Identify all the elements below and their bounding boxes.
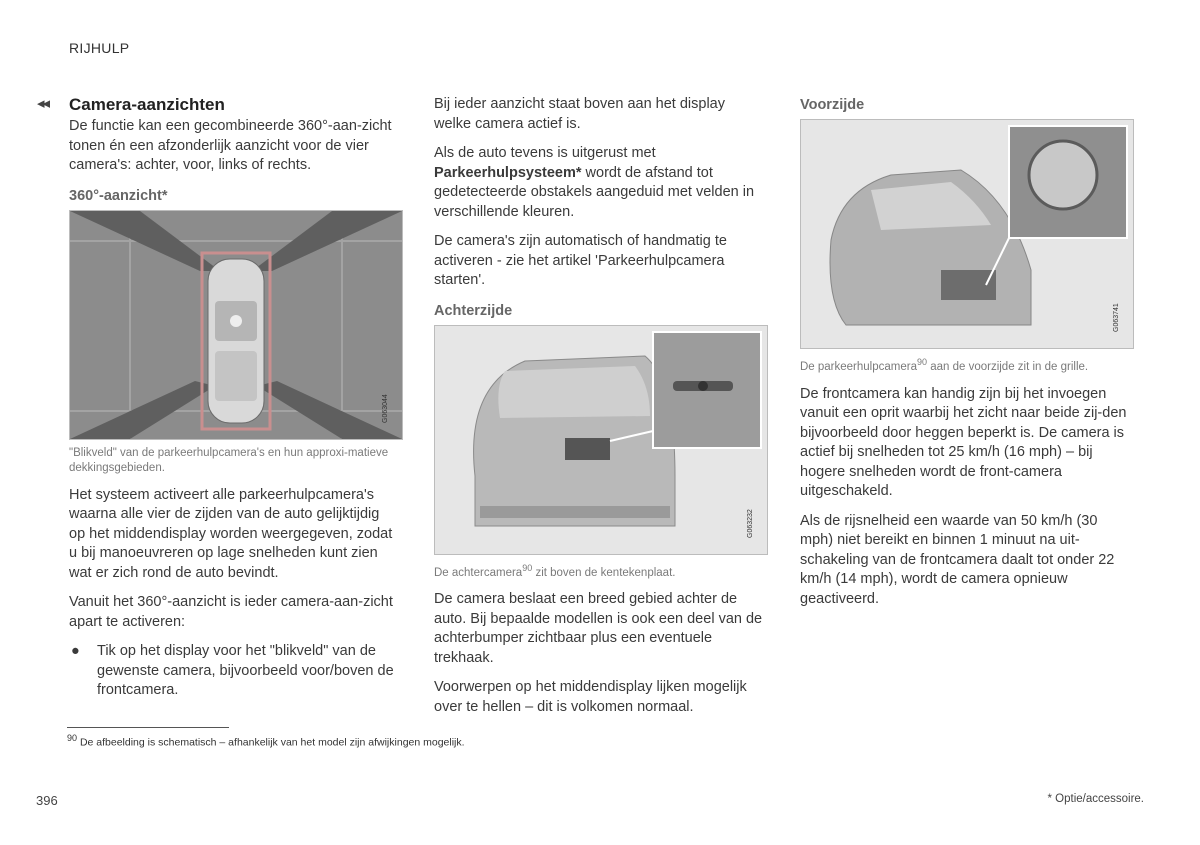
body-paragraph: De camera's zijn automatisch of handmatig te activeren - zie het artikel 'Parkeerhulpcamera starten'. xyxy=(434,233,727,288)
footnote-divider xyxy=(67,727,229,728)
option-note: * Optie/accessoire. xyxy=(1047,793,1144,805)
body-paragraph: Als de rijsnelheid een waarde van 50 km/h (30 mph) niet bereikt en binnen 1 minuut na uit-schakeling van de frontcamera daalt tot onder 22 km/h (14 mph), wordt de camera opnieuw geactiveerd. xyxy=(800,512,1115,607)
body-paragraph xyxy=(434,144,764,222)
caption-text: aan de voorzijde zit in de grille. xyxy=(930,360,1089,373)
footnote xyxy=(67,733,465,749)
subheading-360: 360°-aanzicht* xyxy=(69,187,168,204)
figure-rear-camera xyxy=(434,325,768,555)
figure-code: G063044 xyxy=(382,393,389,423)
subheading-front: Voorzijde xyxy=(800,97,865,113)
column-right xyxy=(800,95,1130,619)
column-middle xyxy=(434,95,764,727)
figure-360-view xyxy=(69,210,403,440)
column-left xyxy=(69,95,399,701)
overhead-car-illustration xyxy=(70,211,402,439)
section-header: RIJHULP xyxy=(69,40,130,56)
page-title: Camera-aanzichten xyxy=(69,95,225,114)
body-paragraph: Bij ieder aanzicht staat boven aan het display welke camera actief is. xyxy=(434,96,725,132)
figure-front-camera xyxy=(800,119,1134,349)
footnote-number: 90 xyxy=(67,733,78,743)
figure-caption-front xyxy=(800,355,1130,375)
subheading-rear: Achterzijde xyxy=(434,302,513,319)
bullet-list xyxy=(69,642,399,701)
figure-caption-360: "Blikveld" van de parkeerhulpcamera's en hun approxi-matieve dekkingsgebieden. xyxy=(69,446,389,474)
list-item-text: Tik op het display voor het "blikveld" van de gewenste camera, bijvoorbeeld voor/boven de frontcamera. xyxy=(97,643,394,698)
body-paragraph: De frontcamera kan handig zijn bij het invoegen vanuit een oprit waarbij het zicht naar beide zij-den bijvoorbeeld door heggen beperkt is. De camera is actief bij snelheden tot 25 km/h (16 mph) – bij hogere snelheden wordt de front-camera uitgeschakeld. xyxy=(800,385,1127,500)
front-car-illustration xyxy=(801,120,1133,348)
caption-text: zit boven de kentekenplaat. xyxy=(535,566,676,579)
footnote-ref: 90 xyxy=(522,562,533,573)
footnote-text: De afbeelding is schematisch – afhankelijk van het model zijn afwijkingen mogelijk. xyxy=(79,736,465,749)
body-paragraph: Vanuit het 360°-aanzicht is ieder camera-aan-zicht apart te activeren: xyxy=(69,594,393,630)
body-paragraph: Het systeem activeert alle parkeerhulpcamera's waarna alle vier de zijden van de auto gelijktijdig op het middendisplay worden weergegeven, zodat u bij manoeuvreren op lage snelheden kunt zien wat er zich rond de auto bevindt. xyxy=(69,486,393,581)
page-number: 396 xyxy=(36,793,58,808)
intro-paragraph: De functie kan een gecombineerde 360°-aan-zicht tonen én een afzonderlijk aanzicht voor de vier camera's: achter, voor, links of rechts. xyxy=(69,118,392,173)
text-run: Als de auto tevens is uitgerust met xyxy=(434,145,656,161)
footnote-ref: 90 xyxy=(916,357,927,367)
caption-text: De parkeerhulpcamera xyxy=(800,360,917,373)
text-run: wordt de afstand tot gedetecteerde obstakels aangeduid met velden in verschillende kleuren. xyxy=(434,164,755,220)
figure-code: G063232 xyxy=(747,508,754,538)
figure-code: G063741 xyxy=(1113,303,1120,332)
figure-caption-rear xyxy=(434,561,764,581)
bullet-marker: ● xyxy=(71,643,80,659)
list-item xyxy=(69,642,399,701)
feature-name: Parkeerhulpsysteem* xyxy=(434,164,582,181)
back-arrows-icon[interactable]: ◂◂ xyxy=(37,95,49,112)
body-paragraph: Voorwerpen op het middendisplay lijken mogelijk over te hellen – dit is volkomen normaal. xyxy=(434,679,747,715)
rear-car-illustration xyxy=(435,326,767,554)
body-paragraph: De camera beslaat een breed gebied achter de auto. Bij bepaalde modellen is ook een deel van de achterbumper zichtbaar plus een eventuele trekhaak. xyxy=(434,591,763,666)
caption-text: De achtercamera xyxy=(434,566,523,579)
